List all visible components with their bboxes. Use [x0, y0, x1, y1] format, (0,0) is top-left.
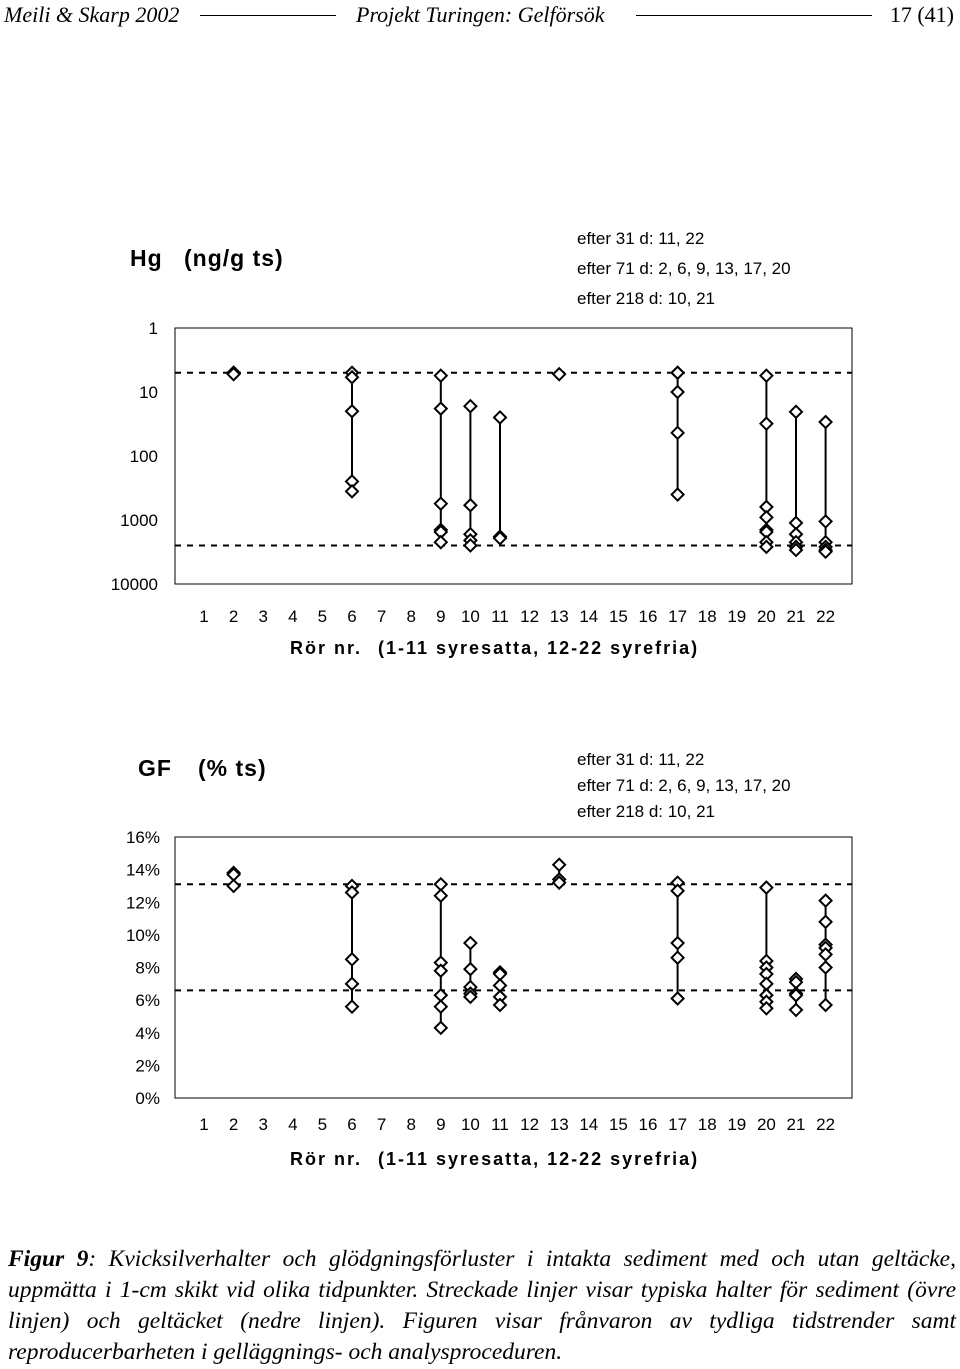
gf-data-point-tube-17	[672, 992, 684, 1004]
gf-y-tick-label: 8%	[135, 958, 160, 978]
caption-label: Figur 9	[8, 1246, 89, 1272]
gf-x-tick-label: 3	[258, 1115, 268, 1134]
gf-data-point-tube-21	[790, 1004, 802, 1016]
hg-data-point-tube-20	[760, 370, 772, 382]
gf-x-tick-label: 9	[436, 1115, 446, 1134]
hg-x-tick-label: 22	[816, 607, 836, 626]
hg-data-point-tube-22	[820, 515, 832, 527]
hg-x-tick-label: 2	[228, 607, 239, 626]
hg-x-tick-label: 10	[460, 607, 480, 626]
gf-data-point-tube-13	[553, 859, 565, 871]
hg-data-point-tube-9	[435, 498, 447, 510]
gf-x-tick-label: 2	[228, 1115, 239, 1134]
gf-data-point-tube-17	[672, 885, 684, 897]
gf-x-tick-label: 19	[727, 1115, 747, 1134]
gf-x-tick-label: 7	[376, 1115, 387, 1134]
gf-data-point-tube-17	[672, 937, 684, 949]
gf-data-point-tube-22	[820, 999, 832, 1011]
gf-data-point-tube-9	[435, 890, 447, 902]
gf-data-point-tube-9	[435, 965, 447, 977]
gf-plot-frame	[175, 837, 852, 1098]
gf-y-tick-label: 14%	[125, 860, 160, 880]
header-authors: Meili & Skarp 2002	[4, 2, 180, 27]
hg-data-point-tube-6	[346, 485, 358, 497]
gf-x-tick-label: 14	[579, 1115, 599, 1134]
hg-chart	[0, 220, 960, 670]
caption-text: : Kvicksilverhalter och glödgningsförluster i intakta sediment med och utan geltäcke, uppmätta i 1-cm skikt vid olika tidpunkter. Streckade linjer visar typiska halter för sediment (övre linjen) och geltäcket (nedre linjen). Figuren visar frånvaron av tydliga tidstrender samt reproducerbarheten i gelläggnings- och analysproceduren.	[8, 1246, 956, 1365]
hg-data-point-tube-21	[790, 406, 802, 418]
hg-x-tick-label: 20	[756, 607, 776, 626]
gf-y-tick-label: 4%	[135, 1023, 160, 1043]
header-project: Projekt Turingen: Gelförsök	[356, 2, 605, 27]
hg-y-tick-label: 100	[129, 447, 158, 466]
gf-y-tick-label: 6%	[135, 991, 160, 1011]
gf-y-tick-label: 0%	[135, 1089, 160, 1108]
gf-chart-unit: (% ts)	[198, 755, 267, 781]
gf-data-point-tube-6	[346, 953, 358, 965]
gf-x-tick-label: 16	[638, 1115, 658, 1134]
hg-x-tick-label: 14	[579, 607, 599, 626]
gf-x-tick-label: 11	[491, 1115, 509, 1134]
gf-x-tick-label: 18	[697, 1115, 717, 1134]
hg-data-point-tube-13	[553, 368, 565, 380]
gf-y-tick-label: 12%	[125, 893, 160, 913]
hg-data-point-tube-22	[820, 416, 832, 428]
hg-x-tick-label: 3	[258, 607, 268, 626]
gf-legend-entry-2: efter 71 d: 2, 6, 9, 13, 17, 20	[577, 776, 791, 795]
gf-data-point-tube-17	[672, 952, 684, 964]
hg-x-tick-label: 1	[199, 607, 209, 626]
hg-x-tick-label: 17	[668, 607, 688, 626]
gf-data-point-tube-2	[228, 880, 240, 892]
hg-x-tick-label: 21	[786, 607, 806, 626]
gf-data-point-tube-22	[820, 895, 832, 907]
gf-y-tick-label: 16%	[125, 828, 160, 847]
hg-data-point-tube-6	[346, 405, 358, 417]
hg-x-tick-label: 19	[727, 607, 747, 626]
hg-x-tick-label: 15	[608, 607, 628, 626]
gf-legend-entry-3: efter 218 d: 10, 21	[577, 802, 715, 821]
header-page-number: 17 (41)	[889, 2, 954, 27]
gf-x-tick-label: 8	[406, 1115, 416, 1134]
hg-x-tick-label: 6	[347, 607, 357, 626]
hg-data-point-tube-20	[760, 511, 772, 523]
hg-legend-entry-2: efter 71 d: 2, 6, 9, 13, 17, 20	[577, 259, 791, 278]
gf-data-point-tube-10	[464, 937, 476, 949]
hg-chart-unit: (ng/g ts)	[184, 245, 284, 271]
hg-x-tick-label: 13	[549, 607, 569, 626]
gf-x-axis-title: Rör nr.	[290, 1149, 363, 1169]
hg-data-point-tube-17	[672, 367, 684, 379]
gf-x-tick-label: 21	[786, 1115, 806, 1134]
hg-x-axis-subtitle: (1-11 syresatta, 12-22 syrefria)	[378, 638, 700, 658]
header-rule-left	[200, 15, 336, 16]
page-header	[0, 0, 960, 30]
hg-legend-entry-3: efter 218 d: 10, 21	[577, 289, 715, 308]
gf-data-point-tube-20	[760, 882, 772, 894]
hg-x-tick-label: 11	[491, 607, 509, 626]
hg-data-point-tube-17	[672, 489, 684, 501]
gf-x-tick-label: 4	[288, 1115, 298, 1134]
hg-x-axis-title: Rör nr.	[290, 638, 363, 658]
hg-x-tick-label: 7	[376, 607, 387, 626]
hg-y-tick-label: 1000	[120, 511, 158, 530]
gf-y-tick-label: 10%	[125, 925, 160, 945]
gf-data-point-tube-6	[346, 978, 358, 990]
hg-x-tick-label: 9	[436, 607, 446, 626]
hg-data-point-tube-17	[672, 386, 684, 398]
gf-chart	[0, 740, 960, 1180]
gf-x-tick-label: 22	[816, 1115, 836, 1134]
hg-data-point-tube-10	[464, 400, 476, 412]
hg-x-tick-label: 5	[317, 607, 328, 626]
gf-data-point-tube-10	[464, 963, 476, 975]
gf-x-tick-label: 12	[520, 1115, 540, 1134]
hg-chart-title: Hg	[130, 245, 163, 271]
gf-data-point-tube-22	[820, 962, 832, 974]
hg-y-tick-label: 10000	[110, 575, 158, 594]
gf-x-tick-label: 6	[347, 1115, 357, 1134]
gf-x-tick-label: 15	[608, 1115, 628, 1134]
gf-x-tick-label: 10	[460, 1115, 480, 1134]
gf-chart-title: GF	[138, 755, 172, 781]
gf-data-point-tube-22	[820, 916, 832, 928]
hg-data-point-tube-9	[435, 370, 447, 382]
hg-x-tick-label: 8	[406, 607, 416, 626]
gf-x-axis-subtitle: (1-11 syresatta, 12-22 syrefria)	[378, 1149, 700, 1169]
gf-legend-entry-1: efter 31 d: 11, 22	[577, 750, 705, 769]
gf-data-point-tube-6	[346, 1001, 358, 1013]
gf-x-tick-label: 20	[756, 1115, 776, 1134]
hg-x-tick-label: 18	[697, 607, 717, 626]
gf-x-tick-label: 1	[199, 1115, 209, 1134]
gf-y-tick-label: 2%	[135, 1056, 160, 1076]
gf-x-tick-label: 17	[668, 1115, 688, 1134]
header-rule-right	[636, 15, 872, 16]
hg-data-point-tube-20	[760, 418, 772, 430]
gf-x-tick-label: 13	[549, 1115, 569, 1134]
hg-legend-entry-1: efter 31 d: 11, 22	[577, 229, 705, 248]
hg-data-point-tube-11	[494, 411, 506, 423]
gf-data-point-tube-11	[494, 999, 506, 1011]
gf-x-tick-label: 5	[317, 1115, 328, 1134]
hg-data-point-tube-17	[672, 427, 684, 439]
hg-x-tick-label: 4	[288, 607, 298, 626]
hg-x-tick-label: 16	[638, 607, 658, 626]
gf-data-point-tube-9	[435, 1001, 447, 1013]
hg-y-tick-label: 1	[148, 319, 158, 338]
hg-x-tick-label: 12	[520, 607, 540, 626]
hg-y-tick-label: 10	[139, 383, 158, 402]
figure-caption	[8, 1244, 956, 1368]
gf-data-point-tube-9	[435, 1022, 447, 1034]
hg-data-point-tube-9	[435, 403, 447, 415]
hg-data-point-tube-10	[464, 499, 476, 511]
